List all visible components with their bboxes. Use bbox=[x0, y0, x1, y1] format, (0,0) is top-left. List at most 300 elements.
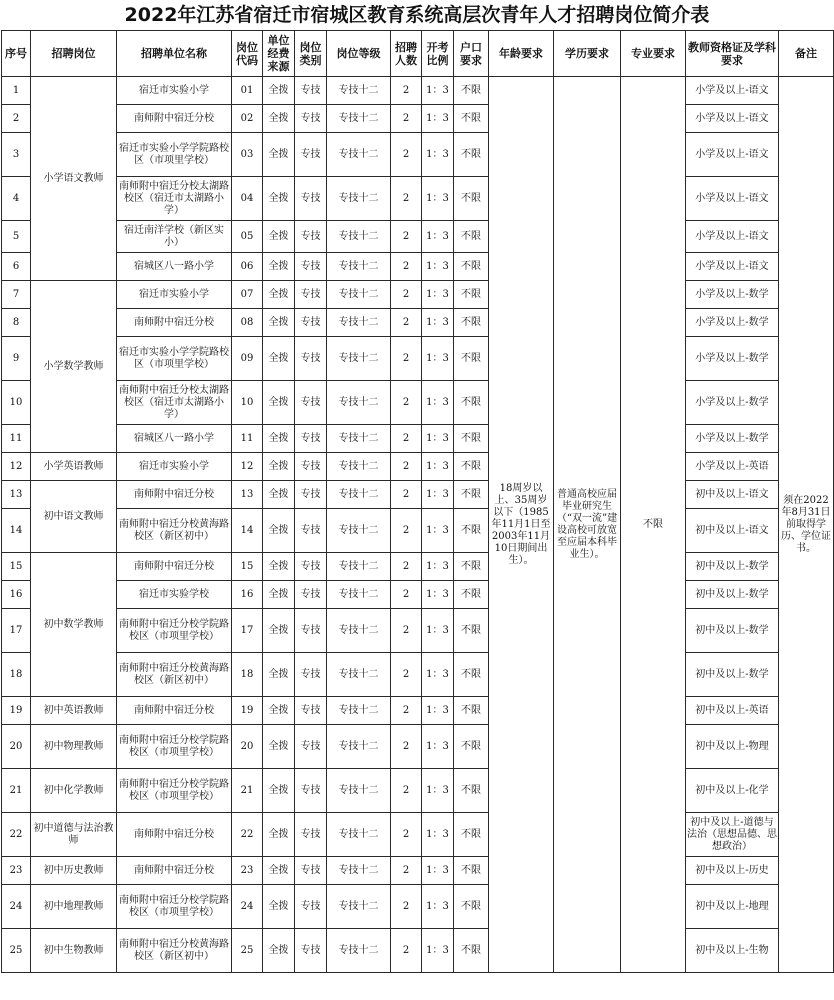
category-cell: 专技 bbox=[295, 697, 327, 725]
count-cell: 2 bbox=[391, 425, 422, 453]
grade-cell: 专技十二 bbox=[327, 725, 391, 769]
ratio-cell: 1：3 bbox=[422, 105, 454, 133]
cert-cell: 小学及以上-语文 bbox=[686, 133, 779, 177]
count-cell: 2 bbox=[391, 509, 422, 553]
ratio-cell: 1：3 bbox=[422, 425, 454, 453]
fund-cell: 全拨 bbox=[263, 553, 295, 581]
count-cell: 2 bbox=[391, 553, 422, 581]
hukou-cell: 不限 bbox=[454, 221, 489, 253]
unit-cell: 宿迁南洋学校（新区实小） bbox=[117, 221, 232, 253]
cert-cell: 初中及以上-生物 bbox=[686, 929, 779, 973]
code-cell: 18 bbox=[232, 653, 263, 697]
cert-cell: 初中及以上-数学 bbox=[686, 581, 779, 609]
hukou-cell: 不限 bbox=[454, 857, 489, 885]
seq-cell: 15 bbox=[2, 553, 31, 581]
fund-cell: 全拨 bbox=[263, 813, 295, 857]
code-cell: 10 bbox=[232, 381, 263, 425]
grade-cell: 专技十二 bbox=[327, 453, 391, 481]
seq-cell: 2 bbox=[2, 105, 31, 133]
header-age: 年龄要求 bbox=[489, 31, 554, 77]
post-cell: 初中地理教师 bbox=[31, 885, 117, 929]
unit-cell: 宿迁市实验小学学院路校区（市项里学校） bbox=[117, 337, 232, 381]
ratio-cell: 1：3 bbox=[422, 769, 454, 813]
ratio-cell: 1：3 bbox=[422, 281, 454, 309]
cert-cell: 初中及以上-数学 bbox=[686, 553, 779, 581]
grade-cell: 专技十二 bbox=[327, 253, 391, 281]
grade-cell: 专技十二 bbox=[327, 281, 391, 309]
table-row bbox=[2, 885, 834, 929]
hukou-cell: 不限 bbox=[454, 381, 489, 425]
hukou-cell: 不限 bbox=[454, 553, 489, 581]
code-cell: 02 bbox=[232, 105, 263, 133]
count-cell: 2 bbox=[391, 337, 422, 381]
header-hukou: 户口要求 bbox=[454, 31, 489, 77]
code-cell: 05 bbox=[232, 221, 263, 253]
count-cell: 2 bbox=[391, 929, 422, 973]
grade-cell: 专技十二 bbox=[327, 697, 391, 725]
cert-cell: 小学及以上-数学 bbox=[686, 337, 779, 381]
hukou-cell: 不限 bbox=[454, 509, 489, 553]
unit-cell: 南师附中宿迁分校 bbox=[117, 105, 232, 133]
header-ratio: 开考比例 bbox=[422, 31, 454, 77]
note-cell: 须在2022年8月31日前取得学历、学位证书。 bbox=[779, 77, 834, 973]
seq-cell: 9 bbox=[2, 337, 31, 381]
category-cell: 专技 bbox=[295, 177, 327, 221]
ratio-cell: 1：3 bbox=[422, 481, 454, 509]
hukou-cell: 不限 bbox=[454, 885, 489, 929]
count-cell: 2 bbox=[391, 885, 422, 929]
page-title: 2022年江苏省宿迁市宿城区教育系统高层次青年人才招聘岗位简介表 bbox=[124, 4, 710, 26]
category-cell: 专技 bbox=[295, 105, 327, 133]
post-cell: 小学英语教师 bbox=[31, 453, 117, 481]
unit-cell: 南师附中宿迁分校学院路校区（市项里学校） bbox=[117, 885, 232, 929]
table-row bbox=[2, 609, 834, 653]
ratio-cell: 1：3 bbox=[422, 77, 454, 105]
recruitment-table bbox=[1, 30, 834, 973]
post-cell: 小学数学教师 bbox=[31, 281, 117, 453]
table-row bbox=[2, 581, 834, 609]
code-cell: 04 bbox=[232, 177, 263, 221]
count-cell: 2 bbox=[391, 481, 422, 509]
category-cell: 专技 bbox=[295, 769, 327, 813]
major-requirement-cell: 不限 bbox=[621, 77, 686, 973]
unit-cell: 宿迁市实验小学 bbox=[117, 77, 232, 105]
header-seq: 序号 bbox=[2, 31, 31, 77]
seq-cell: 22 bbox=[2, 813, 31, 857]
table-row bbox=[2, 381, 834, 425]
category-cell: 专技 bbox=[295, 857, 327, 885]
header-category: 岗位类别 bbox=[295, 31, 327, 77]
unit-cell: 宿迁市实验学校 bbox=[117, 581, 232, 609]
grade-cell: 专技十二 bbox=[327, 509, 391, 553]
code-cell: 25 bbox=[232, 929, 263, 973]
header-post: 招聘岗位 bbox=[31, 31, 117, 77]
fund-cell: 全拨 bbox=[263, 105, 295, 133]
table-row bbox=[2, 253, 834, 281]
code-cell: 19 bbox=[232, 697, 263, 725]
cert-cell: 初中及以上-化学 bbox=[686, 769, 779, 813]
unit-cell: 南师附中宿迁分校学院路校区（市项里学校） bbox=[117, 725, 232, 769]
code-cell: 12 bbox=[232, 453, 263, 481]
fund-cell: 全拨 bbox=[263, 133, 295, 177]
seq-cell: 10 bbox=[2, 381, 31, 425]
count-cell: 2 bbox=[391, 105, 422, 133]
fund-cell: 全拨 bbox=[263, 857, 295, 885]
table-row bbox=[2, 769, 834, 813]
grade-cell: 专技十二 bbox=[327, 105, 391, 133]
seq-cell: 12 bbox=[2, 453, 31, 481]
table-row bbox=[2, 697, 834, 725]
seq-cell: 14 bbox=[2, 509, 31, 553]
seq-cell: 24 bbox=[2, 885, 31, 929]
hukou-cell: 不限 bbox=[454, 581, 489, 609]
hukou-cell: 不限 bbox=[454, 481, 489, 509]
code-cell: 01 bbox=[232, 77, 263, 105]
grade-cell: 专技十二 bbox=[327, 581, 391, 609]
grade-cell: 专技十二 bbox=[327, 857, 391, 885]
fund-cell: 全拨 bbox=[263, 309, 295, 337]
category-cell: 专技 bbox=[295, 281, 327, 309]
seq-cell: 25 bbox=[2, 929, 31, 973]
fund-cell: 全拨 bbox=[263, 221, 295, 253]
table-row bbox=[2, 221, 834, 253]
header-count: 招聘人数 bbox=[391, 31, 422, 77]
ratio-cell: 1：3 bbox=[422, 885, 454, 929]
header-major: 专业要求 bbox=[621, 31, 686, 77]
grade-cell: 专技十二 bbox=[327, 609, 391, 653]
category-cell: 专技 bbox=[295, 885, 327, 929]
code-cell: 16 bbox=[232, 581, 263, 609]
unit-cell: 南师附中宿迁分校 bbox=[117, 697, 232, 725]
count-cell: 2 bbox=[391, 381, 422, 425]
seq-cell: 17 bbox=[2, 609, 31, 653]
unit-cell: 南师附中宿迁分校 bbox=[117, 553, 232, 581]
cert-cell: 小学及以上-数学 bbox=[686, 425, 779, 453]
table-row bbox=[2, 509, 834, 553]
seq-cell: 19 bbox=[2, 697, 31, 725]
unit-cell: 南师附中宿迁分校 bbox=[117, 309, 232, 337]
category-cell: 专技 bbox=[295, 453, 327, 481]
cert-cell: 小学及以上-语文 bbox=[686, 77, 779, 105]
fund-cell: 全拨 bbox=[263, 885, 295, 929]
grade-cell: 专技十二 bbox=[327, 425, 391, 453]
hukou-cell: 不限 bbox=[454, 697, 489, 725]
unit-cell: 宿城区八一路小学 bbox=[117, 253, 232, 281]
table-row bbox=[2, 813, 834, 857]
hukou-cell: 不限 bbox=[454, 253, 489, 281]
hukou-cell: 不限 bbox=[454, 609, 489, 653]
grade-cell: 专技十二 bbox=[327, 769, 391, 813]
category-cell: 专技 bbox=[295, 653, 327, 697]
category-cell: 专技 bbox=[295, 133, 327, 177]
ratio-cell: 1：3 bbox=[422, 309, 454, 337]
table-row bbox=[2, 281, 834, 309]
hukou-cell: 不限 bbox=[454, 281, 489, 309]
header-row bbox=[2, 31, 834, 77]
seq-cell: 7 bbox=[2, 281, 31, 309]
count-cell: 2 bbox=[391, 725, 422, 769]
fund-cell: 全拨 bbox=[263, 609, 295, 653]
fund-cell: 全拨 bbox=[263, 177, 295, 221]
category-cell: 专技 bbox=[295, 609, 327, 653]
grade-cell: 专技十二 bbox=[327, 221, 391, 253]
age-requirement-cell: 18周岁以上、35周岁以下（1985年11月1日至2003年11月10日期间出生）。 bbox=[489, 77, 554, 973]
count-cell: 2 bbox=[391, 857, 422, 885]
post-cell: 初中英语教师 bbox=[31, 697, 117, 725]
grade-cell: 专技十二 bbox=[327, 929, 391, 973]
post-cell: 小学语文教师 bbox=[31, 77, 117, 281]
post-cell: 初中道德与法治教师 bbox=[31, 813, 117, 857]
cert-cell: 小学及以上-语文 bbox=[686, 177, 779, 221]
table-row bbox=[2, 453, 834, 481]
hukou-cell: 不限 bbox=[454, 133, 489, 177]
table-row bbox=[2, 481, 834, 509]
category-cell: 专技 bbox=[295, 725, 327, 769]
post-cell: 初中语文教师 bbox=[31, 481, 117, 553]
table-row bbox=[2, 653, 834, 697]
cert-cell: 初中及以上-英语 bbox=[686, 697, 779, 725]
ratio-cell: 1：3 bbox=[422, 581, 454, 609]
seq-cell: 23 bbox=[2, 857, 31, 885]
seq-cell: 13 bbox=[2, 481, 31, 509]
category-cell: 专技 bbox=[295, 77, 327, 105]
fund-cell: 全拨 bbox=[263, 337, 295, 381]
code-cell: 24 bbox=[232, 885, 263, 929]
fund-cell: 全拨 bbox=[263, 929, 295, 973]
seq-cell: 8 bbox=[2, 309, 31, 337]
grade-cell: 专技十二 bbox=[327, 813, 391, 857]
seq-cell: 3 bbox=[2, 133, 31, 177]
ratio-cell: 1：3 bbox=[422, 337, 454, 381]
code-cell: 23 bbox=[232, 857, 263, 885]
table-row bbox=[2, 553, 834, 581]
ratio-cell: 1：3 bbox=[422, 509, 454, 553]
unit-cell: 南师附中宿迁分校太湖路校区（宿迁市太湖路小学） bbox=[117, 177, 232, 221]
unit-cell: 南师附中宿迁分校 bbox=[117, 481, 232, 509]
hukou-cell: 不限 bbox=[454, 769, 489, 813]
fund-cell: 全拨 bbox=[263, 481, 295, 509]
count-cell: 2 bbox=[391, 453, 422, 481]
header-code: 岗位代码 bbox=[232, 31, 263, 77]
seq-cell: 21 bbox=[2, 769, 31, 813]
ratio-cell: 1：3 bbox=[422, 697, 454, 725]
category-cell: 专技 bbox=[295, 929, 327, 973]
header-note: 备注 bbox=[779, 31, 834, 77]
category-cell: 专技 bbox=[295, 813, 327, 857]
code-cell: 11 bbox=[232, 425, 263, 453]
ratio-cell: 1：3 bbox=[422, 133, 454, 177]
ratio-cell: 1：3 bbox=[422, 553, 454, 581]
header-cert: 教师资格证及学科要求 bbox=[686, 31, 779, 77]
table-row bbox=[2, 309, 834, 337]
unit-cell: 南师附中宿迁分校 bbox=[117, 813, 232, 857]
cert-cell: 小学及以上-语文 bbox=[686, 105, 779, 133]
fund-cell: 全拨 bbox=[263, 453, 295, 481]
category-cell: 专技 bbox=[295, 553, 327, 581]
ratio-cell: 1：3 bbox=[422, 609, 454, 653]
header-unit: 招聘单位名称 bbox=[117, 31, 232, 77]
header-grade: 岗位等级 bbox=[327, 31, 391, 77]
seq-cell: 4 bbox=[2, 177, 31, 221]
category-cell: 专技 bbox=[295, 221, 327, 253]
table-row bbox=[2, 425, 834, 453]
table-row bbox=[2, 929, 834, 973]
unit-cell: 宿迁市实验小学学院路校区（市项里学校） bbox=[117, 133, 232, 177]
ratio-cell: 1：3 bbox=[422, 653, 454, 697]
post-cell: 初中化学教师 bbox=[31, 769, 117, 813]
ratio-cell: 1：3 bbox=[422, 453, 454, 481]
ratio-cell: 1：3 bbox=[422, 381, 454, 425]
edu-requirement-cell: 普通高校应届毕业研究生（“双一流”建设高校可放宽至应届本科毕业生）。 bbox=[554, 77, 621, 973]
hukou-cell: 不限 bbox=[454, 929, 489, 973]
code-cell: 20 bbox=[232, 725, 263, 769]
hukou-cell: 不限 bbox=[454, 77, 489, 105]
cert-cell: 小学及以上-数学 bbox=[686, 281, 779, 309]
fund-cell: 全拨 bbox=[263, 281, 295, 309]
ratio-cell: 1：3 bbox=[422, 857, 454, 885]
cert-cell: 小学及以上-语文 bbox=[686, 221, 779, 253]
fund-cell: 全拨 bbox=[263, 77, 295, 105]
hukou-cell: 不限 bbox=[454, 653, 489, 697]
unit-cell: 宿迁市实验小学 bbox=[117, 281, 232, 309]
ratio-cell: 1：3 bbox=[422, 253, 454, 281]
grade-cell: 专技十二 bbox=[327, 381, 391, 425]
count-cell: 2 bbox=[391, 253, 422, 281]
grade-cell: 专技十二 bbox=[327, 177, 391, 221]
table-row bbox=[2, 105, 834, 133]
table-row bbox=[2, 857, 834, 885]
cert-cell: 初中及以上-物理 bbox=[686, 725, 779, 769]
count-cell: 2 bbox=[391, 281, 422, 309]
seq-cell: 16 bbox=[2, 581, 31, 609]
grade-cell: 专技十二 bbox=[327, 653, 391, 697]
fund-cell: 全拨 bbox=[263, 769, 295, 813]
count-cell: 2 bbox=[391, 133, 422, 177]
fund-cell: 全拨 bbox=[263, 725, 295, 769]
cert-cell: 初中及以上-数学 bbox=[686, 609, 779, 653]
table-row bbox=[2, 133, 834, 177]
cert-cell: 初中及以上-数学 bbox=[686, 653, 779, 697]
cert-cell: 小学及以上-英语 bbox=[686, 453, 779, 481]
post-cell: 初中生物教师 bbox=[31, 929, 117, 973]
hukou-cell: 不限 bbox=[454, 337, 489, 381]
hukou-cell: 不限 bbox=[454, 453, 489, 481]
category-cell: 专技 bbox=[295, 581, 327, 609]
count-cell: 2 bbox=[391, 77, 422, 105]
category-cell: 专技 bbox=[295, 253, 327, 281]
grade-cell: 专技十二 bbox=[327, 337, 391, 381]
fund-cell: 全拨 bbox=[263, 697, 295, 725]
count-cell: 2 bbox=[391, 221, 422, 253]
unit-cell: 南师附中宿迁分校 bbox=[117, 857, 232, 885]
count-cell: 2 bbox=[391, 581, 422, 609]
fund-cell: 全拨 bbox=[263, 581, 295, 609]
count-cell: 2 bbox=[391, 177, 422, 221]
code-cell: 03 bbox=[232, 133, 263, 177]
ratio-cell: 1：3 bbox=[422, 929, 454, 973]
fund-cell: 全拨 bbox=[263, 425, 295, 453]
fund-cell: 全拨 bbox=[263, 509, 295, 553]
category-cell: 专技 bbox=[295, 425, 327, 453]
seq-cell: 1 bbox=[2, 77, 31, 105]
header-fund: 单位经费来源 bbox=[263, 31, 295, 77]
unit-cell: 宿城区八一路小学 bbox=[117, 425, 232, 453]
code-cell: 13 bbox=[232, 481, 263, 509]
seq-cell: 5 bbox=[2, 221, 31, 253]
ratio-cell: 1：3 bbox=[422, 177, 454, 221]
hukou-cell: 不限 bbox=[454, 309, 489, 337]
table-row bbox=[2, 77, 834, 105]
seq-cell: 11 bbox=[2, 425, 31, 453]
code-cell: 06 bbox=[232, 253, 263, 281]
post-cell: 初中物理教师 bbox=[31, 725, 117, 769]
cert-cell: 初中及以上-地理 bbox=[686, 885, 779, 929]
category-cell: 专技 bbox=[295, 509, 327, 553]
code-cell: 22 bbox=[232, 813, 263, 857]
unit-cell: 南师附中宿迁分校学院路校区（市项里学校） bbox=[117, 609, 232, 653]
count-cell: 2 bbox=[391, 309, 422, 337]
code-cell: 14 bbox=[232, 509, 263, 553]
cert-cell: 小学及以上-语文 bbox=[686, 253, 779, 281]
seq-cell: 6 bbox=[2, 253, 31, 281]
table-row bbox=[2, 177, 834, 221]
category-cell: 专技 bbox=[295, 337, 327, 381]
ratio-cell: 1：3 bbox=[422, 725, 454, 769]
grade-cell: 专技十二 bbox=[327, 885, 391, 929]
ratio-cell: 1：3 bbox=[422, 813, 454, 857]
unit-cell: 南师附中宿迁分校学院路校区（市项里学校） bbox=[117, 769, 232, 813]
count-cell: 2 bbox=[391, 609, 422, 653]
count-cell: 2 bbox=[391, 769, 422, 813]
hukou-cell: 不限 bbox=[454, 813, 489, 857]
table-row bbox=[2, 337, 834, 381]
grade-cell: 专技十二 bbox=[327, 553, 391, 581]
code-cell: 15 bbox=[232, 553, 263, 581]
count-cell: 2 bbox=[391, 697, 422, 725]
ratio-cell: 1：3 bbox=[422, 221, 454, 253]
cert-cell: 小学及以上-数学 bbox=[686, 381, 779, 425]
seq-cell: 18 bbox=[2, 653, 31, 697]
fund-cell: 全拨 bbox=[263, 653, 295, 697]
unit-cell: 南师附中宿迁分校太湖路校区（宿迁市太湖路小学） bbox=[117, 381, 232, 425]
cert-cell: 初中及以上-语文 bbox=[686, 509, 779, 553]
cert-cell: 初中及以上-历史 bbox=[686, 857, 779, 885]
code-cell: 09 bbox=[232, 337, 263, 381]
code-cell: 21 bbox=[232, 769, 263, 813]
fund-cell: 全拨 bbox=[263, 381, 295, 425]
grade-cell: 专技十二 bbox=[327, 481, 391, 509]
unit-cell: 南师附中宿迁分校黄海路校区（新区初中） bbox=[117, 509, 232, 553]
code-cell: 08 bbox=[232, 309, 263, 337]
grade-cell: 专技十二 bbox=[327, 309, 391, 337]
count-cell: 2 bbox=[391, 813, 422, 857]
hukou-cell: 不限 bbox=[454, 725, 489, 769]
seq-cell: 20 bbox=[2, 725, 31, 769]
fund-cell: 全拨 bbox=[263, 253, 295, 281]
cert-cell: 初中及以上-道德与法治（思想品德、思想政治） bbox=[686, 813, 779, 857]
code-cell: 07 bbox=[232, 281, 263, 309]
cert-cell: 初中及以上-语文 bbox=[686, 481, 779, 509]
count-cell: 2 bbox=[391, 653, 422, 697]
category-cell: 专技 bbox=[295, 481, 327, 509]
hukou-cell: 不限 bbox=[454, 177, 489, 221]
unit-cell: 宿迁市实验小学 bbox=[117, 453, 232, 481]
cert-cell: 小学及以上-数学 bbox=[686, 309, 779, 337]
post-cell: 初中数学教师 bbox=[31, 553, 117, 697]
hukou-cell: 不限 bbox=[454, 105, 489, 133]
unit-cell: 南师附中宿迁分校黄海路校区（新区初中） bbox=[117, 929, 232, 973]
grade-cell: 专技十二 bbox=[327, 133, 391, 177]
